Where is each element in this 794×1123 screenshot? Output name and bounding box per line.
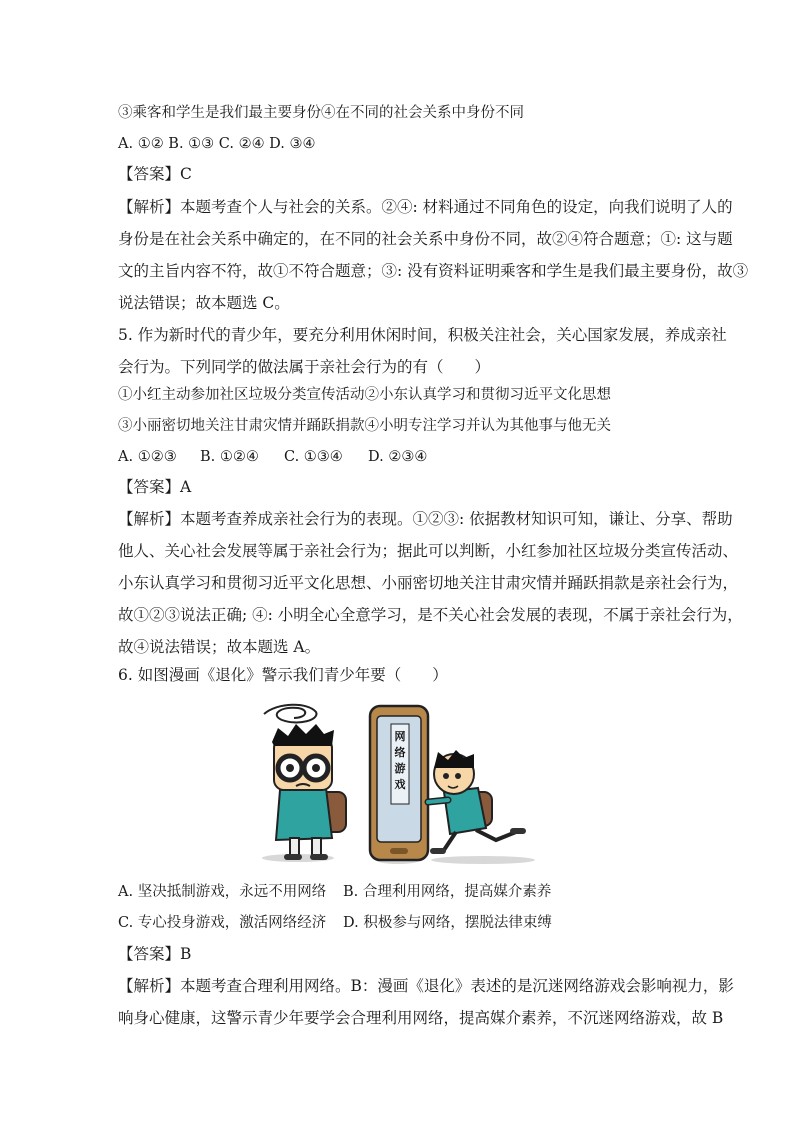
- q4-analysis-line-4: 说法错误；故本题选 C。: [118, 294, 290, 312]
- q5-option-c: C. ①③④: [284, 449, 343, 465]
- q4-answer: 【答案】C: [118, 165, 192, 183]
- q5-analysis-line-2: 他人、关心社会发展等属于亲社会行为；据此可以判断，小红参加社区垃圾分类宣传活动、: [118, 542, 739, 560]
- q6-options-row-1: [118, 882, 551, 902]
- q5-answer: 【答案】A: [118, 478, 192, 496]
- q6-answer: 【答案】B: [118, 945, 192, 963]
- q5-analysis-line-1: 【解析】本题考查养成亲社会行为的表现。①②③: 依据教材知识可知，谦让、分享、帮助: [118, 510, 733, 528]
- q4-analysis-line-2: 身份是在社会关系中确定的，在不同的社会关系中身份不同，故②④符合题意；①: 这与题: [118, 230, 733, 248]
- q5-stem-line-1: 5. 作为新时代的青少年，要充分利用休闲时间，积极关注社会，关心国家发展，养成亲社: [118, 326, 727, 344]
- phone-label-char-1: 网: [394, 730, 406, 743]
- q6-option-a: A. 坚决抵制游戏，永远不用网络: [118, 884, 327, 900]
- phone-label-char-2: 络: [394, 746, 406, 759]
- q5-statements-line-1: ①小红主动参加社区垃圾分类宣传活动②小东认真学习和贯彻习近平文化思想: [118, 387, 611, 403]
- q6-option-c: C. 专心投身游戏，激活网络经济: [118, 915, 327, 931]
- q5-statements-line-2: ③小丽密切地关注甘肃灾情并踊跃捐款④小明专注学习并认为其他事与他无关: [118, 418, 611, 434]
- q4-options: A. ①② B. ①③ C. ②④ D. ③④: [118, 136, 316, 152]
- q5-options: [118, 447, 427, 467]
- cartoon-degeneration-illustration: [258, 700, 540, 868]
- q5-option-d: D. ②③④: [368, 449, 428, 465]
- phone-label-char-3: 游: [394, 762, 406, 775]
- q6-analysis-line-2: 响身心健康，这警示青少年要学会合理利用网络，提高媒介素养，不沉迷网络游戏，故 B: [118, 1009, 724, 1027]
- q6-analysis-line-1: 【解析】本题考查合理利用网络。B：漫画《退化》表述的是沉迷网络游戏会影响视力，影: [118, 977, 734, 995]
- q4-analysis-line-3: 文的主旨内容不符，故①不符合题意；③: 没有资料证明乘客和学生是我们最主要身份，故③: [118, 262, 749, 280]
- q5-stem-line-2: 会行为。下列同学的做法属于亲社会行为的有（ ）: [118, 358, 491, 376]
- q6-option-d: D. 积极参与网络，摆脱法律束缚: [343, 915, 552, 931]
- phone-label-char-4: 戏: [394, 778, 406, 791]
- q4-statement-line: ③乘客和学生是我们最主要身份④在不同的社会关系中身份不同: [118, 105, 524, 121]
- q6-option-b: B. 合理利用网络，提高媒介素养: [343, 884, 552, 900]
- q5-option-a: A. ①②③: [118, 449, 177, 465]
- q5-option-b: B. ①②④: [200, 449, 259, 465]
- q6-stem: 6. 如图漫画《退化》警示我们青少年要（ ）: [118, 666, 448, 684]
- q5-analysis-line-5: 故④说法错误；故本题选 A。: [118, 638, 321, 656]
- q4-analysis-line-1: 【解析】本题考查个人与社会的关系。②④: 材料通过不同角色的设定，向我们说明了人的: [118, 198, 733, 216]
- q5-analysis-line-3: 小东认真学习和贯彻习近平文化思想、小丽密切地关注甘肃灾情并踊跃捐款是亲社会行为，: [118, 574, 739, 592]
- q5-analysis-line-4: 故①②③说法正确; ④: 小明全心全意学习，是不关心社会发展的表现，不属于亲社会行为，: [118, 606, 743, 624]
- q6-options-row-2: [118, 913, 552, 933]
